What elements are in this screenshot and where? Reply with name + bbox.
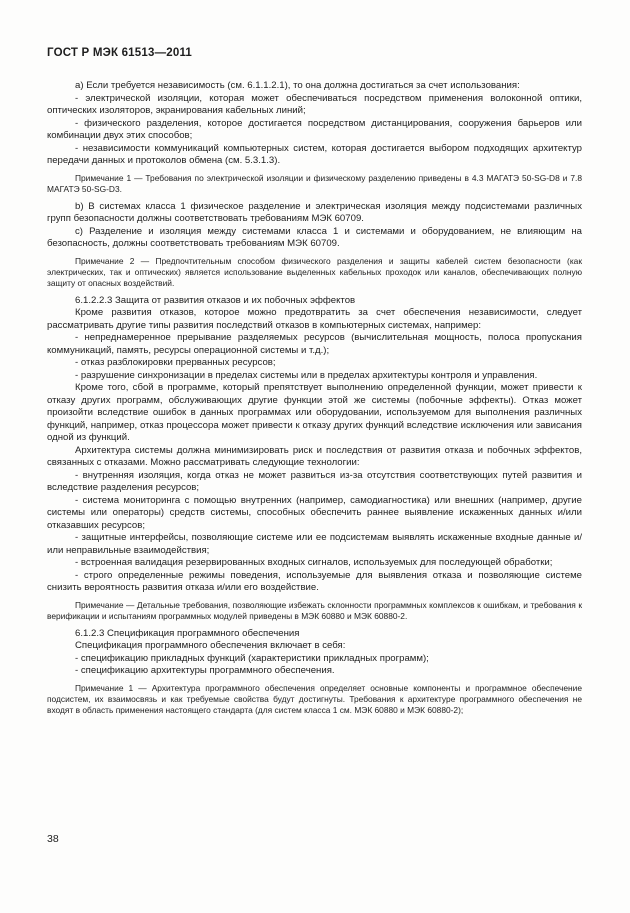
list-item-communication-independence: - независимости коммуникаций компьютерных систем, которая достигается выбором подходящих архитектур передачи данных и протоколов обмена (см. 5.3.1.3).	[47, 142, 582, 166]
list-item-sync-destruction: - разрушение синхронизации в пределах системы или в пределах архитектуры контроля и управления.	[75, 369, 538, 381]
list-item-monitoring: - система мониторинга с помощью внутренних (например, самодиагностика) или внешних (например, другие системы или операторы) средств системы, способных обеспечить раннее выявление искаженных данных и/или отказавших ресурсов;	[47, 494, 582, 531]
paragraph-independence-intro: а) Если требуется независимость (см. 6.1.1.2.1), то она должна достигаться за счет использования:	[75, 80, 520, 91]
paragraph-failure-propagation: Кроме развития отказов, которое можно предотвратить за счет обеспечения независимости, следует рассматривать другие типы развития последствий отказов в компьютерных системах, например:	[47, 307, 582, 331]
note-software-architecture: Примечание 1 — Архитектура программного обеспечения определяет основные компоненты и программное обеспечение подсистем, их взаимосвязь и как требуемые свойства будут достигнуты. Требования к архитектуре программного обеспечения не входят в область применения настоящего стандарта (для систем класса 1 см. МЭК 60880 и МЭК 60880-2);	[47, 682, 582, 715]
document-body	[47, 80, 582, 722]
page-number: 38	[47, 833, 59, 845]
section-heading-6-1-2-3: 6.1.2.3 Спецификация программного обеспечения	[75, 627, 300, 639]
paragraph-side-effects: Кроме того, сбой в программе, который препятствует выполнению определенной функции, может привести к отказу других программ, обслуживающих другие функции этой же системы (побочные эффекты). Отказ может произойти вследствие ошибок в данных программах или оборудовании, используемом для выполнения различных функций, например, отказ процессора может привести к отказу других функций вследствие исключения или зависания одной из функций.	[47, 382, 582, 443]
note-1: Примечание 1 — Требования по электрической изоляции и физическому разделению приведены в 4.3 МАГАТЭ 50-SG-D8 и 7.8 МАГАТЭ 50-SG-D3.	[47, 172, 582, 194]
paragraph-class1-nonsafety: с) Разделение и изоляция между системами класса 1 и системами и оборудованием, не влияющим на безопасность, должны соответствовать требованиям МЭК 60709.	[47, 225, 582, 249]
paragraph-spec-includes: Спецификация программного обеспечения включает в себя:	[75, 640, 346, 651]
list-item-validation: - встроенная валидация резервированных входных сигналов, используемых для последующей обработки;	[75, 557, 553, 568]
note-2: Примечание 2 — Предпочтительным способом физического разделения и защиты кабелей систем безопасности (как электрических, так и оптических) является использование выделенных кабельных проходок или каналов, обеспечивающих полную защиту от опасных воздействий.	[47, 255, 582, 288]
list-item-unlock-failure: - отказ разблокировки прерванных ресурсов;	[75, 357, 276, 368]
list-item-behavior-modes: - строго определенные режимы поведения, используемые для выявления отказа и позволяющие системе снизить вероятность развития отказа и/или его воздействие.	[47, 569, 582, 593]
section-heading-6-1-2-2-3: 6.1.2.2.3 Защита от развития отказов и их побочных эффектов	[75, 294, 356, 306]
paragraph-class1-separation: b) В системах класса 1 физическое разделение и электрическая изоляция между подсистемами различных групп безопасности должны соответствовать требованиям МЭК 60709.	[47, 200, 582, 224]
list-item-electrical-isolation: - электрической изоляции, которая может обеспечиваться посредством применения волоконной оптики, оптических изоляторов, экранирования кабельных линий;	[47, 92, 582, 116]
paragraph-architecture: Архитектура системы должна минимизировать риск и последствия от развития отказа и побочных эффектов, связанных с отказами. Можно рассматривать следующие технологии:	[47, 444, 582, 468]
document-header: ГОСТ Р МЭК 61513—2011	[47, 47, 193, 59]
list-item-internal-isolation: - внутренняя изоляция, когда отказ не может развиться из-за отсутствия соответствующих путей развития и вследствие разделения ресурсов;	[47, 469, 582, 493]
list-item-software-architecture: - спецификацию архитектуры программного обеспечения.	[75, 665, 335, 676]
note-detailed-requirements: Примечание — Детальные требования, позволяющие избежать склонности программных комплексов к ошибкам, и требования к верификации и испытаниям программных модулей приведены в МЭК 60880 и МЭК 60880-2.	[47, 599, 582, 621]
list-item-application-functions: - спецификацию прикладных функций (характеристики прикладных программ);	[75, 652, 429, 664]
list-item-protective-interfaces: - защитные интерфейсы, позволяющие системе или ее подсистемам выявлять искаженные входные данные и/или неправильные взаимодействия;	[47, 532, 582, 556]
list-item-resource-interruption: - непреднамеренное прерывание разделяемых ресурсов (вычислительная мощность, полоса пропускания коммуникаций, память, ресурсы операционной системы и т.д.);	[47, 332, 582, 356]
list-item-physical-separation: - физического разделения, которое достигается посредством дистанцирования, сооружения барьеров или комбинации двух этих способов;	[47, 117, 582, 141]
